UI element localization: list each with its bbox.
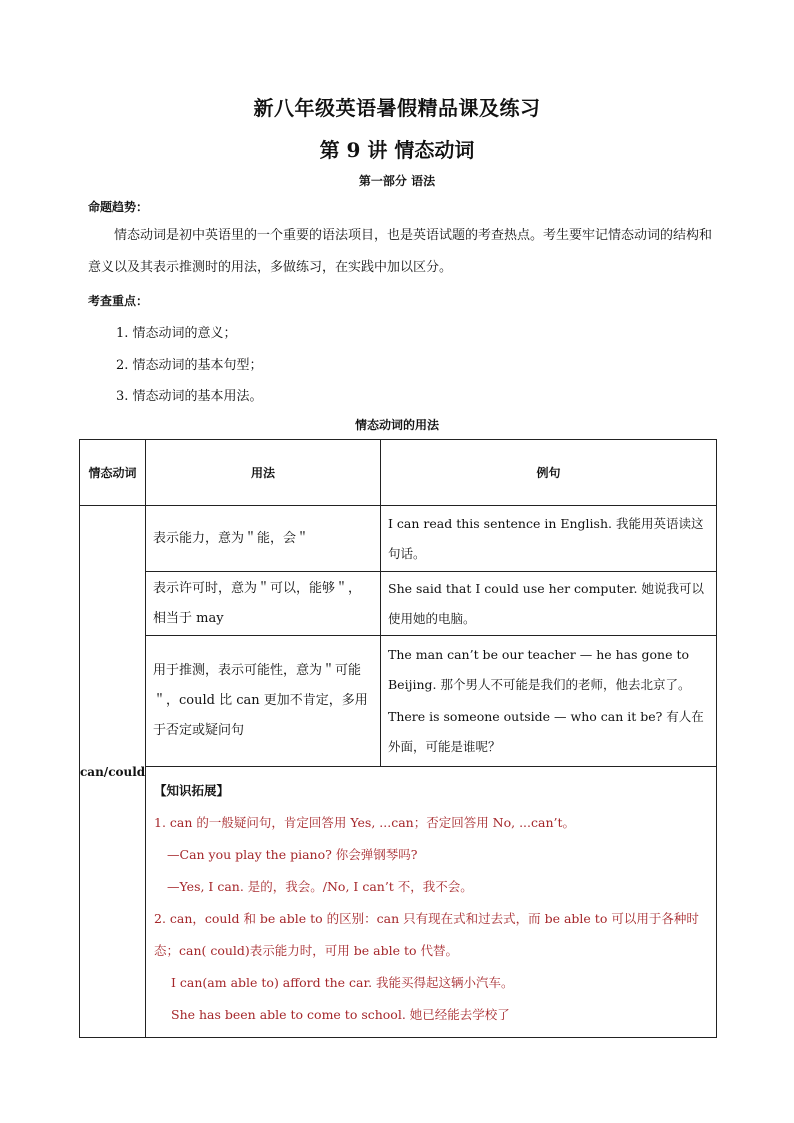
example-line: The man can’t be our teacher — he has gone to Beijing. 那个男人不可能是我们的老师，他去北京了。 [388, 647, 691, 692]
focus-item-2: 2. 情态动词的基本句型； [116, 358, 263, 373]
header-usage: 用法 [146, 440, 381, 506]
example-cell: I can read this sentence in English. 我能用英语读这句话。 [381, 506, 717, 572]
extension-cell [146, 767, 717, 1038]
trend-label: 命题趋势： [88, 200, 149, 214]
trend-text: 情态动词是初中英语里的一个重要的语法项目，也是英语试题的考查热点。考生要牢记情态动词的结构和意义以及其表示推测时的用法，多做练习，在实践中加以区分。 [88, 228, 713, 275]
usage-cell: 表示能力，意为＂能，会＂ [146, 506, 381, 572]
example-line: There is someone outside — who can it be? 有人在外面，可能是谁呢？ [388, 709, 704, 754]
focus-label: 考查重点： [88, 294, 149, 308]
usage-cell: 用于推测，表示可能性，意为＂可能＂，could 比 can 更加不肯定，多用于否定或疑问句 [146, 636, 381, 767]
table-caption: 情态动词的用法 [354, 418, 439, 432]
lesson-title: 第 9 讲 情态动词 [319, 138, 475, 162]
extension-title: 【知识拓展】 [154, 783, 230, 798]
focus-item-1: 1. 情态动词的意义； [116, 326, 237, 341]
focus-item-3: 3. 情态动词的基本用法。 [116, 389, 263, 404]
part-title: 第一部分 语法 [358, 174, 436, 188]
example-cell [381, 636, 717, 767]
table-header-row [80, 440, 717, 506]
table-row [80, 636, 717, 767]
table-row [80, 572, 717, 636]
header-modal: 情态动词 [80, 440, 146, 506]
main-title: 新八年级英语暑假精品课及练习 [253, 96, 541, 120]
extension-row [80, 767, 717, 1038]
header-example: 例句 [381, 440, 717, 506]
modal-verb-table [79, 439, 717, 1038]
extension-point-1: 1. can 的一般疑问句，肯定回答用 Yes, ...can；否定回答用 No, ...can’t。 [154, 815, 576, 830]
usage-cell: 表示许可时，意为＂可以，能够＂，相当于 may [146, 572, 381, 636]
extension-point-2: 2. can，could 和 be able to 的区别：can 只有现在式和过去式，而 be able to 可以用于各种时态；can( could)表示能力时，可用 be able to 代替。 [154, 911, 699, 958]
modal-cell: can/could [80, 506, 146, 1038]
example-cell: She said that I could use her computer. 她说我可以使用她的电脑。 [381, 572, 717, 636]
extension-example: —Yes, I can. 是的，我会。/No, I can’t 不，我不会。 [167, 879, 473, 894]
extension-example: —Can you play the piano? 你会弹钢琴吗? [167, 847, 418, 862]
extension-example: I can(am able to) afford the car. 我能买得起这辆小汽车。 [171, 975, 514, 990]
extension-example: She has been able to come to school. 她已经能去学校了 [171, 1007, 510, 1022]
table-row [80, 506, 717, 572]
